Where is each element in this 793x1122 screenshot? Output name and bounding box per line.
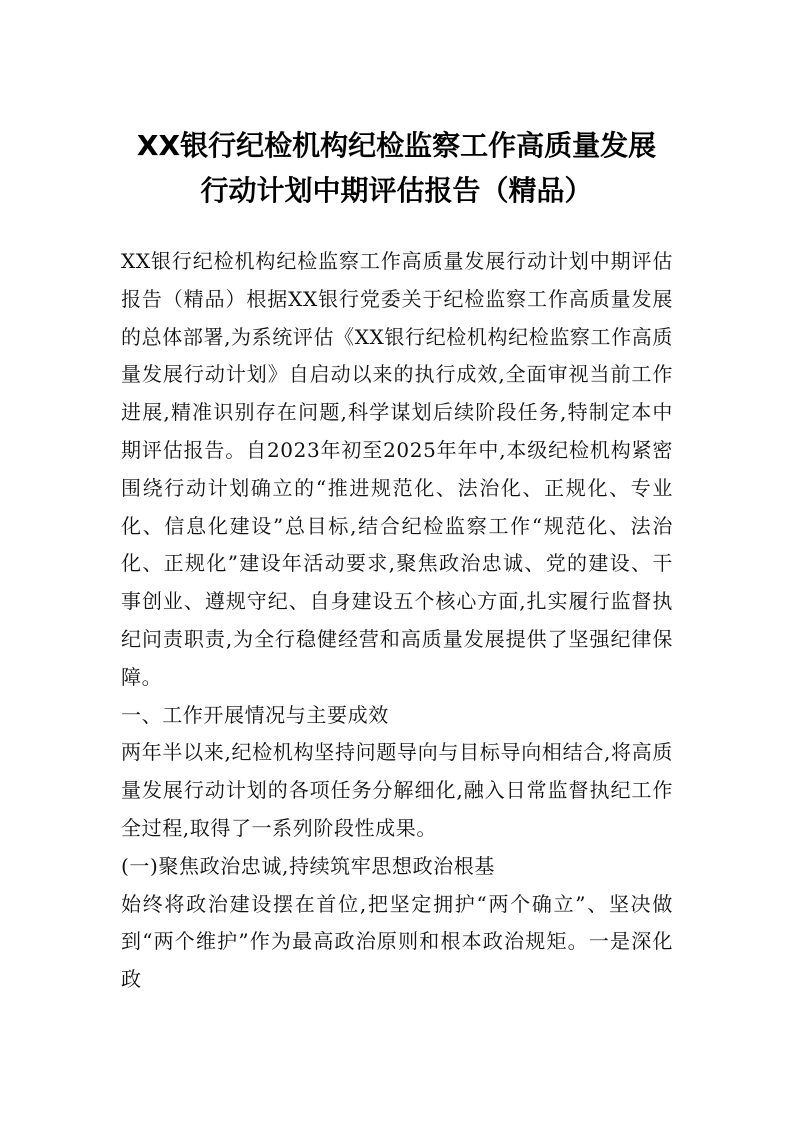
subsection-1-paragraph: 始终将政治建设摆在首位,把坚定拥护“两个确立”、坚决做到“两个维护”作为最高政治原则和根本政治规矩。一是深化政 <box>121 891 673 992</box>
subsection-heading-1: (一)聚焦政治忠诚,持续筑牢思想政治根基 <box>121 853 495 878</box>
document-title-line-1: XX银行纪检机构纪检监察工作高质量发展 <box>136 129 657 162</box>
document-title-line-2: 行动计划中期评估报告（精品） <box>200 174 593 207</box>
section-1-paragraph: 两年半以来,纪检机构坚持问题导向与目标导向相结合,将高质量发展行动计划的各项任务分解细化,融入日常监督执纪工作全过程,取得了一系列阶段性成果。 <box>121 740 673 840</box>
section-heading-1: 一、工作开展情况与主要成效 <box>121 702 389 727</box>
intro-paragraph: XX银行纪检机构纪检监察工作高质量发展行动计划中期评估报告（精品）根据XX银行党委关于纪检监察工作高质量发展的总体部署,为系统评估《XX银行纪检机构纪检监察工作高质量发展行动计划》自启动以来的执行成效,全面审视当前工作进展,精准识别存在问题,科学谋划后续阶段任务,特制定本中期评估报告。自2023年初至2025年年中,本级纪检机构紧密围绕行动计划确立的“推进规范化、法治化、正规化、专业化、信息化建设”总目标,结合纪检监察工作“规范化、法治化、正规化”建设年活动要求,聚焦政治忠诚、党的建设、干事创业、遵规守纪、自身建设五个核心方面,扎实履行监督执纪问责职责,为全行稳健经营和高质量发展提供了坚强纪律保障。 <box>121 249 673 689</box>
document-body <box>121 243 673 999</box>
